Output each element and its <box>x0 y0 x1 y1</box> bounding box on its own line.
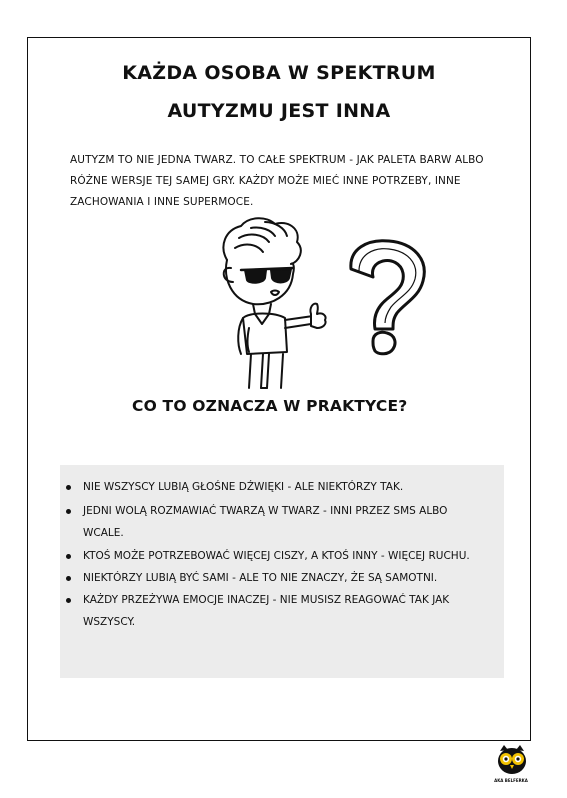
bullet-icon <box>66 485 71 490</box>
owl-logo-icon <box>495 743 529 777</box>
list-item-text-continued: WCALE. <box>83 527 124 539</box>
intro-line: RÓŻNE WERSJE TEJ SAMEJ GRY. KAŻDY MOŻE MIEĆ INNE POTRZEBY, INNE <box>70 175 461 187</box>
intro-line: ZACHOWANIA I INNE SUPERMOCE. <box>70 196 254 208</box>
intro-paragraph <box>70 150 500 213</box>
logo-caption: AKA BELFERKA <box>494 778 528 783</box>
list-item <box>66 589 449 633</box>
page-title-line-2: AUTYZMU JEST INNA <box>167 100 391 122</box>
list-item-text: JEDNI WOLĄ ROZMAWIAĆ TWARZĄ W TWARZ - INNI PRZEZ SMS ALBO <box>83 505 448 517</box>
boy-thumbs-up-illustration <box>205 212 340 392</box>
list-item-text: NIE WSZYSCY LUBIĄ GŁOŚNE DŹWIĘKI - ALE NIEKTÓRZY TAK. <box>83 481 404 493</box>
list-item <box>66 500 447 544</box>
list-item <box>66 545 470 567</box>
question-mark-icon <box>343 237 433 365</box>
list-item-text-continued: WSZYSCY. <box>83 616 136 628</box>
practice-list-panel <box>60 465 504 678</box>
bullet-icon <box>66 576 71 581</box>
list-item <box>66 567 437 589</box>
section-subheading: CO TO OZNACZA W PRAKTYCE? <box>132 397 408 415</box>
intro-line: AUTYZM TO NIE JEDNA TWARZ. TO CAŁE SPEKTRUM - JAK PALETA BARW ALBO <box>70 154 484 166</box>
list-item-text: KAŻDY PRZEŻYWA EMOCJE INACZEJ - NIE MUSISZ REAGOWAĆ TAK JAK <box>83 594 450 606</box>
bullet-icon <box>66 554 71 559</box>
bullet-icon <box>66 509 71 514</box>
list-item-text: KTOŚ MOŻE POTRZEBOWAĆ WIĘCEJ CISZY, A KTOŚ INNY - WIĘCEJ RUCHU. <box>83 550 470 562</box>
list-item-text: NIEKTÓRZY LUBIĄ BYĆ SAMI - ALE TO NIE ZNACZY, ŻE SĄ SAMOTNI. <box>83 572 438 584</box>
bullet-icon <box>66 598 71 603</box>
page-title-line-1: KAŻDA OSOBA W SPEKTRUM <box>122 62 436 84</box>
list-item <box>66 476 403 498</box>
